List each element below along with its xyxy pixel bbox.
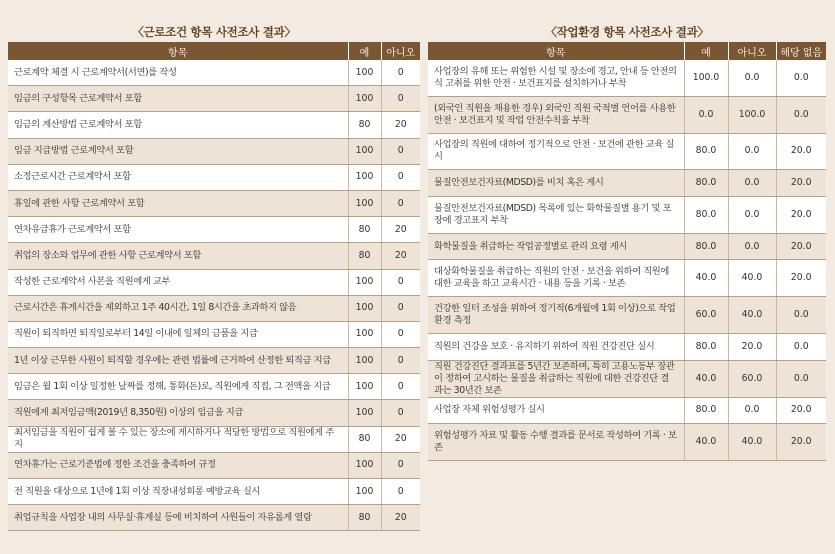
yes-cell: 100 <box>348 60 381 86</box>
table-row <box>428 333 826 360</box>
table-row <box>8 479 420 505</box>
no-cell: 0 <box>381 452 420 478</box>
yes-cell: 40.0 <box>684 424 728 461</box>
yes-cell: 100 <box>348 400 381 426</box>
yes-cell: 80 <box>348 243 381 269</box>
header-item: 항목 <box>428 42 684 60</box>
yes-cell: 80 <box>348 505 381 531</box>
table-row <box>8 374 420 400</box>
na-cell: 0.0 <box>776 96 826 133</box>
na-cell: 20.0 <box>776 170 826 197</box>
yes-cell: 100 <box>348 295 381 321</box>
table-row <box>428 260 826 297</box>
na-cell: 0.0 <box>776 60 826 96</box>
item-cell: 대상화학물질을 취급하는 직원의 안전 · 보건을 위하여 직원에 대한 교육을 하고 교육시간 · 내용 등을 기록 · 보존 <box>428 260 684 297</box>
yes-cell: 0.0 <box>684 96 728 133</box>
item-cell: 임금 지급방법 근로계약서 포함 <box>8 138 348 164</box>
yes-cell: 100 <box>348 374 381 400</box>
header-no: 아니오 <box>728 42 776 60</box>
item-cell: 취업규칙을 사업장 내의 사무실·휴게실 등에 비치하여 사원들이 자유롭게 열람 <box>8 505 348 531</box>
yes-cell: 100 <box>348 164 381 190</box>
no-cell: 0.0 <box>728 60 776 96</box>
table-row <box>8 60 420 86</box>
table-row <box>428 170 826 197</box>
work-environment-table <box>428 42 826 461</box>
no-cell: 0 <box>381 348 420 374</box>
item-cell: 화학물질을 취급하는 작업공정별로 관리 요령 게시 <box>428 233 684 260</box>
table-row <box>428 133 826 170</box>
yes-cell: 100.0 <box>684 60 728 96</box>
na-cell: 20.0 <box>776 260 826 297</box>
na-cell: 20.0 <box>776 133 826 170</box>
no-cell: 20 <box>381 112 420 138</box>
no-cell: 0 <box>381 138 420 164</box>
yes-cell: 100 <box>348 269 381 295</box>
item-cell: 사업장의 직원에 대하여 정기적으로 안전 · 보건에 관한 교육 실시 <box>428 133 684 170</box>
item-cell: 작성한 근로계약서 사본을 직원에게 교부 <box>8 269 348 295</box>
item-cell: 위험성평가 자료 및 활동 수행 결과를 문서로 작성하여 기록 · 보존 <box>428 424 684 461</box>
yes-cell: 100 <box>348 190 381 216</box>
na-cell: 20.0 <box>776 424 826 461</box>
no-cell: 20.0 <box>728 333 776 360</box>
item-cell: 임금의 구성항목 근로계약서 포함 <box>8 86 348 112</box>
yes-cell: 100 <box>348 138 381 164</box>
yes-cell: 80.0 <box>684 196 728 233</box>
na-cell: 0.0 <box>776 333 826 360</box>
table-row <box>8 112 420 138</box>
header-yes: 예 <box>348 42 381 60</box>
no-cell: 0.0 <box>728 397 776 424</box>
item-cell: 1년 이상 근무한 사원이 퇴직할 경우에는 관련 법률에 근거하여 산정한 퇴직금 지급 <box>8 348 348 374</box>
yes-cell: 60.0 <box>684 297 728 334</box>
header-item: 항목 <box>8 42 348 60</box>
table-row <box>8 400 420 426</box>
header-yes: 예 <box>684 42 728 60</box>
item-cell: 임금은 월 1회 이상 일정한 날짜를 정해, 통화(돈)로, 직원에게 직접, 그 전액을 지급 <box>8 374 348 400</box>
no-cell: 0.0 <box>728 196 776 233</box>
no-cell: 0.0 <box>728 233 776 260</box>
na-cell: 20.0 <box>776 397 826 424</box>
no-cell: 0 <box>381 479 420 505</box>
table-row <box>428 297 826 334</box>
table-row <box>8 164 420 190</box>
no-cell: 0 <box>381 164 420 190</box>
table-row <box>8 348 420 374</box>
table-row <box>8 86 420 112</box>
no-cell: 0 <box>381 269 420 295</box>
item-cell: 건강한 일터 조성을 위하여 정기적(6개월에 1회 이상)으로 작업 환경 측정 <box>428 297 684 334</box>
item-cell: 물질안전보건자료(MDSD) 목록에 있는 화학물질별 용기 및 포장에 경고표지 부착 <box>428 196 684 233</box>
no-cell: 60.0 <box>728 360 776 397</box>
item-cell: 연차휴가는 근로기준법에 정한 조건을 충족하여 규정 <box>8 452 348 478</box>
table-row <box>8 217 420 243</box>
no-cell: 20 <box>381 505 420 531</box>
yes-cell: 100 <box>348 321 381 347</box>
table-row <box>428 424 826 461</box>
yes-cell: 80 <box>348 426 381 452</box>
table-row <box>8 426 420 452</box>
item-cell: 사업장의 유해 또는 위험한 시설 및 장소에 경고, 안내 등 안전의식 고취를 위한 안전 · 보건표지를 설치하거나 부착 <box>428 60 684 96</box>
yes-cell: 80 <box>348 217 381 243</box>
no-cell: 0 <box>381 60 420 86</box>
table-row <box>8 190 420 216</box>
item-cell: 최저임금을 직원이 쉽게 볼 수 있는 장소에 게시하거나 적당한 방법으로 직원에게 주지 <box>8 426 348 452</box>
work-environment-panel <box>428 22 826 461</box>
item-cell: 직원 건강진단 결과표를 5년간 보존하며, 특히 고용노동부 장관이 정하여 고시하는 물질을 취급하는 직원에 대한 건강진단 결과는 30년간 보존 <box>428 360 684 397</box>
item-cell: 소정근로시간 근로계약서 포함 <box>8 164 348 190</box>
yes-cell: 40.0 <box>684 360 728 397</box>
yes-cell: 80.0 <box>684 133 728 170</box>
table-row <box>428 360 826 397</box>
na-cell: 20.0 <box>776 233 826 260</box>
yes-cell: 100 <box>348 348 381 374</box>
working-conditions-table <box>8 42 420 531</box>
no-cell: 0 <box>381 321 420 347</box>
table-row <box>8 321 420 347</box>
table-header-row <box>8 42 420 60</box>
yes-cell: 80.0 <box>684 170 728 197</box>
yes-cell: 100 <box>348 452 381 478</box>
table-row <box>428 233 826 260</box>
item-cell: (외국인 직원을 채용한 경우) 외국인 직원 국적별 언어를 사용한 안전 · 보건표지 및 작업 안전수칙을 부착 <box>428 96 684 133</box>
item-cell: 전 직원을 대상으로 1년에 1회 이상 직장내성희롱 예방교육 실시 <box>8 479 348 505</box>
working-conditions-panel <box>8 22 420 531</box>
table-row <box>8 452 420 478</box>
no-cell: 40.0 <box>728 260 776 297</box>
na-cell: 20.0 <box>776 196 826 233</box>
na-cell: 0.0 <box>776 360 826 397</box>
no-cell: 0 <box>381 190 420 216</box>
item-cell: 직원의 건강을 보호 · 유지하기 위하여 직원 건강진단 실시 <box>428 333 684 360</box>
item-cell: 직원에게 최저임금액(2019년 8,350원) 이상의 임금을 지급 <box>8 400 348 426</box>
yes-cell: 40.0 <box>684 260 728 297</box>
table-row <box>8 243 420 269</box>
item-cell: 취업의 장소와 업무에 관한 사항 근로계약서 포함 <box>8 243 348 269</box>
table-row <box>8 269 420 295</box>
table-header-row <box>428 42 826 60</box>
yes-cell: 80.0 <box>684 333 728 360</box>
yes-cell: 80.0 <box>684 397 728 424</box>
no-cell: 20 <box>381 426 420 452</box>
no-cell: 0 <box>381 295 420 321</box>
no-cell: 0 <box>381 374 420 400</box>
no-cell: 0 <box>381 86 420 112</box>
no-cell: 0.0 <box>728 133 776 170</box>
working-conditions-title: 〈근로조건 항목 사전조사 결과〉 <box>132 25 296 39</box>
no-cell: 0.0 <box>728 170 776 197</box>
header-na: 해당 없음 <box>776 42 826 60</box>
yes-cell: 80 <box>348 112 381 138</box>
na-cell: 0.0 <box>776 297 826 334</box>
table-row <box>428 96 826 133</box>
item-cell: 근로시간은 휴게시간을 제외하고 1주 40시간, 1일 8시간을 초과하지 않음 <box>8 295 348 321</box>
yes-cell: 80.0 <box>684 233 728 260</box>
table-row <box>8 295 420 321</box>
item-cell: 사업장 자체 위험성평가 실시 <box>428 397 684 424</box>
yes-cell: 100 <box>348 479 381 505</box>
table-row <box>428 196 826 233</box>
table-row <box>428 60 826 96</box>
work-environment-title: 〈작업환경 항목 사전조사 결과〉 <box>545 25 709 39</box>
table-row <box>428 397 826 424</box>
no-cell: 20 <box>381 217 420 243</box>
item-cell: 연차유급휴가 근로계약서 포함 <box>8 217 348 243</box>
item-cell: 휴일에 관한 사항 근로계약서 포함 <box>8 190 348 216</box>
item-cell: 직원이 퇴직하면 퇴직일로부터 14일 이내에 일체의 금품을 지급 <box>8 321 348 347</box>
header-no: 아니오 <box>381 42 420 60</box>
no-cell: 40.0 <box>728 297 776 334</box>
no-cell: 40.0 <box>728 424 776 461</box>
no-cell: 0 <box>381 400 420 426</box>
table-row <box>8 505 420 531</box>
no-cell: 20 <box>381 243 420 269</box>
item-cell: 물질안전보건자료(MDSD)를 비치 혹은 게시 <box>428 170 684 197</box>
yes-cell: 100 <box>348 86 381 112</box>
item-cell: 임금의 계산방법 근로계약서 포함 <box>8 112 348 138</box>
table-row <box>8 138 420 164</box>
item-cell: 근로계약 체결 시 근로계약서(서면)를 작성 <box>8 60 348 86</box>
no-cell: 100.0 <box>728 96 776 133</box>
